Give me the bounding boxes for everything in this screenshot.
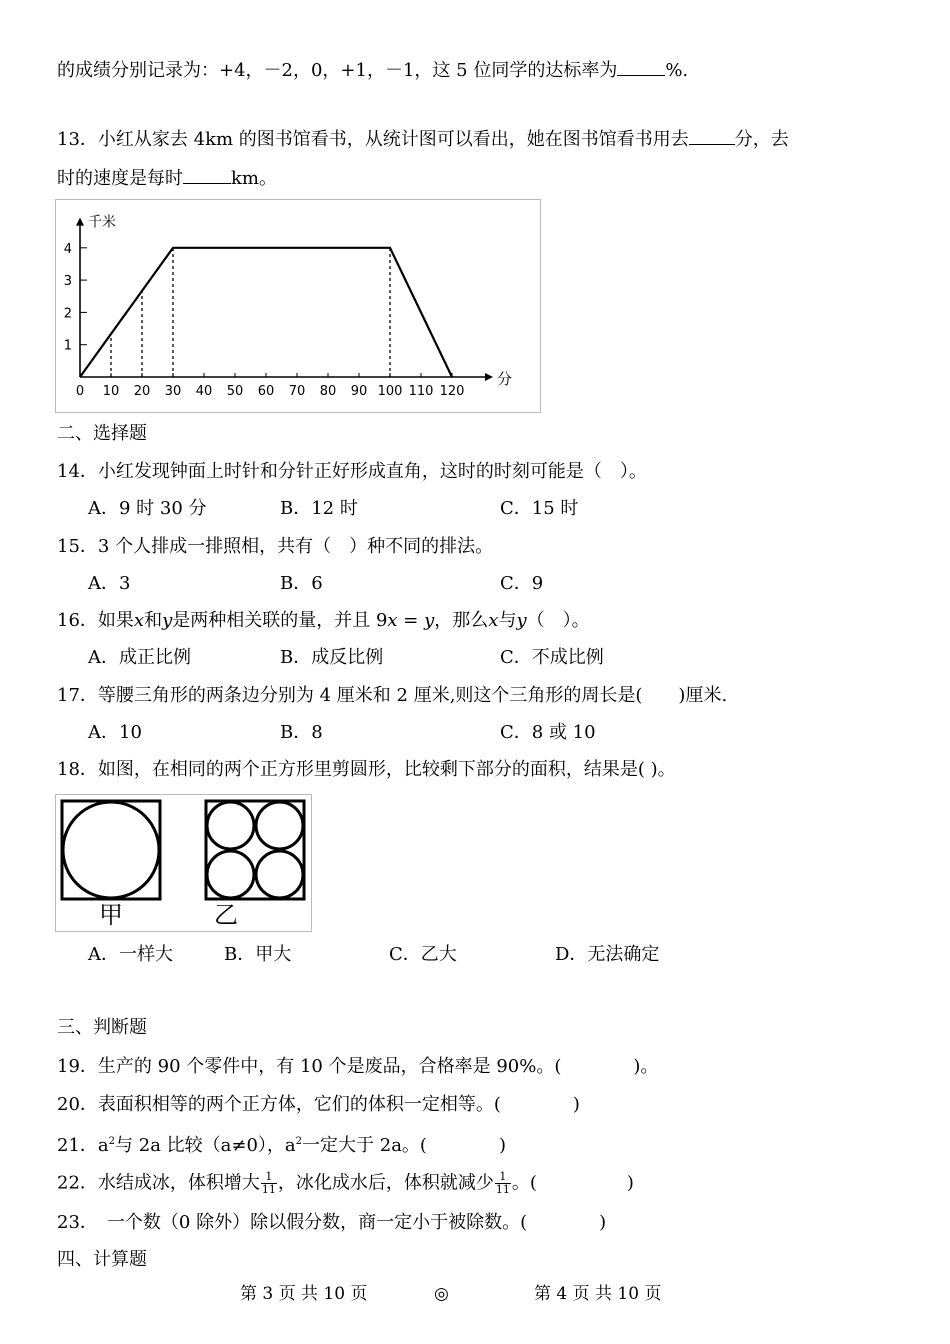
circles-figure-svg bbox=[56, 795, 311, 931]
x-tick-label: 10 bbox=[102, 384, 120, 399]
q20-stem: 20．表面积相等的两个正方体，它们的体积一定相等。( ) bbox=[57, 1094, 580, 1115]
q22-text-3: 。( ) bbox=[511, 1172, 634, 1194]
section-heading-choice: 二、选择题 bbox=[57, 423, 147, 444]
q13-text-c: 时的速度是每时 bbox=[57, 168, 183, 189]
q12-tail-line bbox=[57, 57, 688, 83]
distance-time-chart bbox=[56, 200, 540, 412]
q16-stem bbox=[57, 609, 590, 633]
q14-option-c[interactable]: C．15 时 bbox=[500, 498, 579, 519]
q17-option-a[interactable]: A．10 bbox=[88, 722, 142, 743]
q13-line2 bbox=[57, 165, 277, 191]
x-tick-label: 70 bbox=[288, 384, 306, 399]
q17-option-c[interactable]: C．8 或 10 bbox=[500, 722, 596, 743]
big-circle-jia bbox=[63, 802, 159, 898]
y-tick-label: 2 bbox=[63, 306, 72, 322]
y-tick-label: 1 bbox=[63, 338, 72, 354]
q18-option-a[interactable]: A．一样大 bbox=[88, 944, 173, 965]
x-tick-label: 120 bbox=[439, 384, 465, 399]
q22-fraction-1 bbox=[261, 1171, 277, 1196]
q16-option-c[interactable]: C．不成比例 bbox=[500, 647, 604, 668]
small-circle-yi-2 bbox=[256, 802, 303, 849]
x-tick-label: 110 bbox=[408, 384, 434, 399]
x-tick-label: 40 bbox=[195, 384, 213, 399]
distance-series-line bbox=[80, 248, 452, 377]
x-tick-label: 100 bbox=[377, 384, 403, 399]
q23-stem: 23． 一个数（0 除外）除以假分数，商一定小于被除数。( ) bbox=[57, 1212, 607, 1233]
y-axis-arrow bbox=[76, 218, 84, 226]
q22-fraction-2-num: 1 bbox=[495, 1171, 511, 1184]
q14-stem: 14．小红发现钟面上时针和分针正好形成直角，这时的时刻可能是（ ）。 bbox=[57, 461, 647, 482]
q22-fraction-2 bbox=[495, 1171, 511, 1196]
q13-text-a: 13．小红从家去 4km 的图书馆看书，从统计图可以看出，她在图书馆看书用去 bbox=[57, 129, 689, 150]
q17-stem: 17．等腰三角形的两条边分别为 4 厘米和 2 厘米,则这个三角形的周长是( )厘米. bbox=[57, 685, 728, 706]
q16-text-1: 16．如果 bbox=[57, 610, 134, 631]
label-jia: 甲 bbox=[99, 901, 123, 929]
q21-text-2: 与 2a 比较（a≠0），a bbox=[115, 1135, 296, 1156]
circles-in-squares-figure bbox=[55, 794, 312, 932]
q22-fraction-1-num: 1 bbox=[261, 1171, 277, 1184]
q16-text-5: 与 bbox=[498, 610, 517, 631]
q16-var-y: y bbox=[162, 610, 173, 631]
q21-text-1: 21．a bbox=[57, 1135, 109, 1156]
q19-stem: 19．生产的 90 个零件中，有 10 个是废品，合格率是 90%。( )。 bbox=[57, 1056, 659, 1077]
q15-option-a[interactable]: A．3 bbox=[88, 573, 131, 594]
q18-option-b[interactable]: B．甲大 bbox=[224, 944, 292, 965]
x-tick-label: 90 bbox=[350, 384, 368, 399]
q21-text-3: 一定大于 2a。( ) bbox=[302, 1135, 506, 1156]
q22-fraction-1-den: 11 bbox=[261, 1183, 276, 1196]
q22-text-2: ，冰化成水后，体积就减少 bbox=[277, 1172, 494, 1194]
q16-equation: x = y bbox=[387, 610, 435, 631]
section-heading-judgement: 三、判断题 bbox=[57, 1017, 147, 1038]
q16-var-x: x bbox=[133, 610, 145, 631]
x-axis-label: 分 bbox=[497, 370, 513, 388]
x-tick-label: 80 bbox=[319, 384, 337, 399]
q22-text-1: 22．水结成冰，体积增大 bbox=[57, 1172, 260, 1194]
q18-option-d[interactable]: D．无法确定 bbox=[555, 944, 660, 965]
q21-exponent-2: 2 bbox=[295, 1136, 303, 1147]
x-axis-arrow bbox=[485, 373, 493, 381]
q15-stem: 15．3 个人排成一排照相，共有（ ）种不同的排法。 bbox=[57, 536, 494, 557]
x-tick-label: 30 bbox=[164, 384, 182, 399]
q13-answer-blank-1[interactable] bbox=[689, 126, 735, 145]
x-tick-label: 20 bbox=[133, 384, 151, 399]
q21-stem bbox=[57, 1130, 506, 1158]
q16-var-y2: y bbox=[516, 610, 527, 631]
q22-stem bbox=[57, 1171, 634, 1196]
q16-option-a[interactable]: A．成正比例 bbox=[88, 647, 191, 668]
q14-option-a[interactable]: A．9 时 30 分 bbox=[88, 498, 207, 519]
q13-text-d: km。 bbox=[231, 168, 277, 189]
q12-tail-suffix: %. bbox=[665, 60, 689, 81]
q16-text-2: 和 bbox=[144, 610, 163, 631]
q14-option-b[interactable]: B．12 时 bbox=[280, 498, 358, 519]
q12-tail-text: 的成绩分别记录为：+4，－2，0，+1，－1，这 5 位同学的达标率为 bbox=[57, 60, 618, 81]
q16-text-6: （ ）。 bbox=[526, 610, 590, 631]
x-tick-label: 0 bbox=[75, 384, 85, 399]
q18-option-c[interactable]: C．乙大 bbox=[389, 944, 457, 965]
q16-text-4: ，那么 bbox=[434, 610, 489, 631]
q15-option-c[interactable]: C．9 bbox=[500, 573, 544, 594]
square-yi bbox=[206, 801, 304, 899]
y-axis-label: 千米 bbox=[88, 214, 116, 231]
q13-answer-blank-2[interactable] bbox=[183, 165, 231, 184]
q22-fraction-2-den: 11 bbox=[495, 1183, 510, 1196]
y-tick-label: 3 bbox=[63, 274, 72, 290]
section-heading-calculation: 四、计算题 bbox=[57, 1249, 147, 1270]
small-circle-yi-3 bbox=[207, 851, 254, 898]
q15-option-b[interactable]: B．6 bbox=[280, 573, 323, 594]
q16-var-x2: x bbox=[488, 610, 499, 631]
label-yi: 乙 bbox=[214, 901, 238, 929]
footer-page-right: 第 4 页 共 10 页 bbox=[534, 1284, 662, 1304]
q13-line1 bbox=[57, 126, 789, 152]
q16-option-b[interactable]: B．成反比例 bbox=[280, 647, 384, 668]
small-circle-yi-4 bbox=[256, 851, 303, 898]
y-tick-label: 4 bbox=[63, 241, 72, 257]
q16-text-3: 是两种相关联的量，并且 9 bbox=[172, 610, 388, 631]
q17-option-b[interactable]: B．8 bbox=[280, 722, 323, 743]
x-tick-label: 60 bbox=[257, 384, 275, 399]
small-circle-yi-1 bbox=[207, 802, 254, 849]
q21-exponent-1: 2 bbox=[108, 1136, 116, 1147]
q12-answer-blank[interactable] bbox=[617, 57, 665, 76]
q18-stem: 18．如图，在相同的两个正方形里剪圆形，比较剩下部分的面积，结果是( )。 bbox=[57, 759, 676, 780]
x-tick-label: 50 bbox=[226, 384, 244, 399]
footer-separator: ◎ bbox=[434, 1284, 449, 1304]
distance-time-chart-frame bbox=[55, 199, 541, 413]
q13-text-b: 分，去 bbox=[734, 129, 789, 150]
footer-page-left: 第 3 页 共 10 页 bbox=[240, 1284, 368, 1304]
